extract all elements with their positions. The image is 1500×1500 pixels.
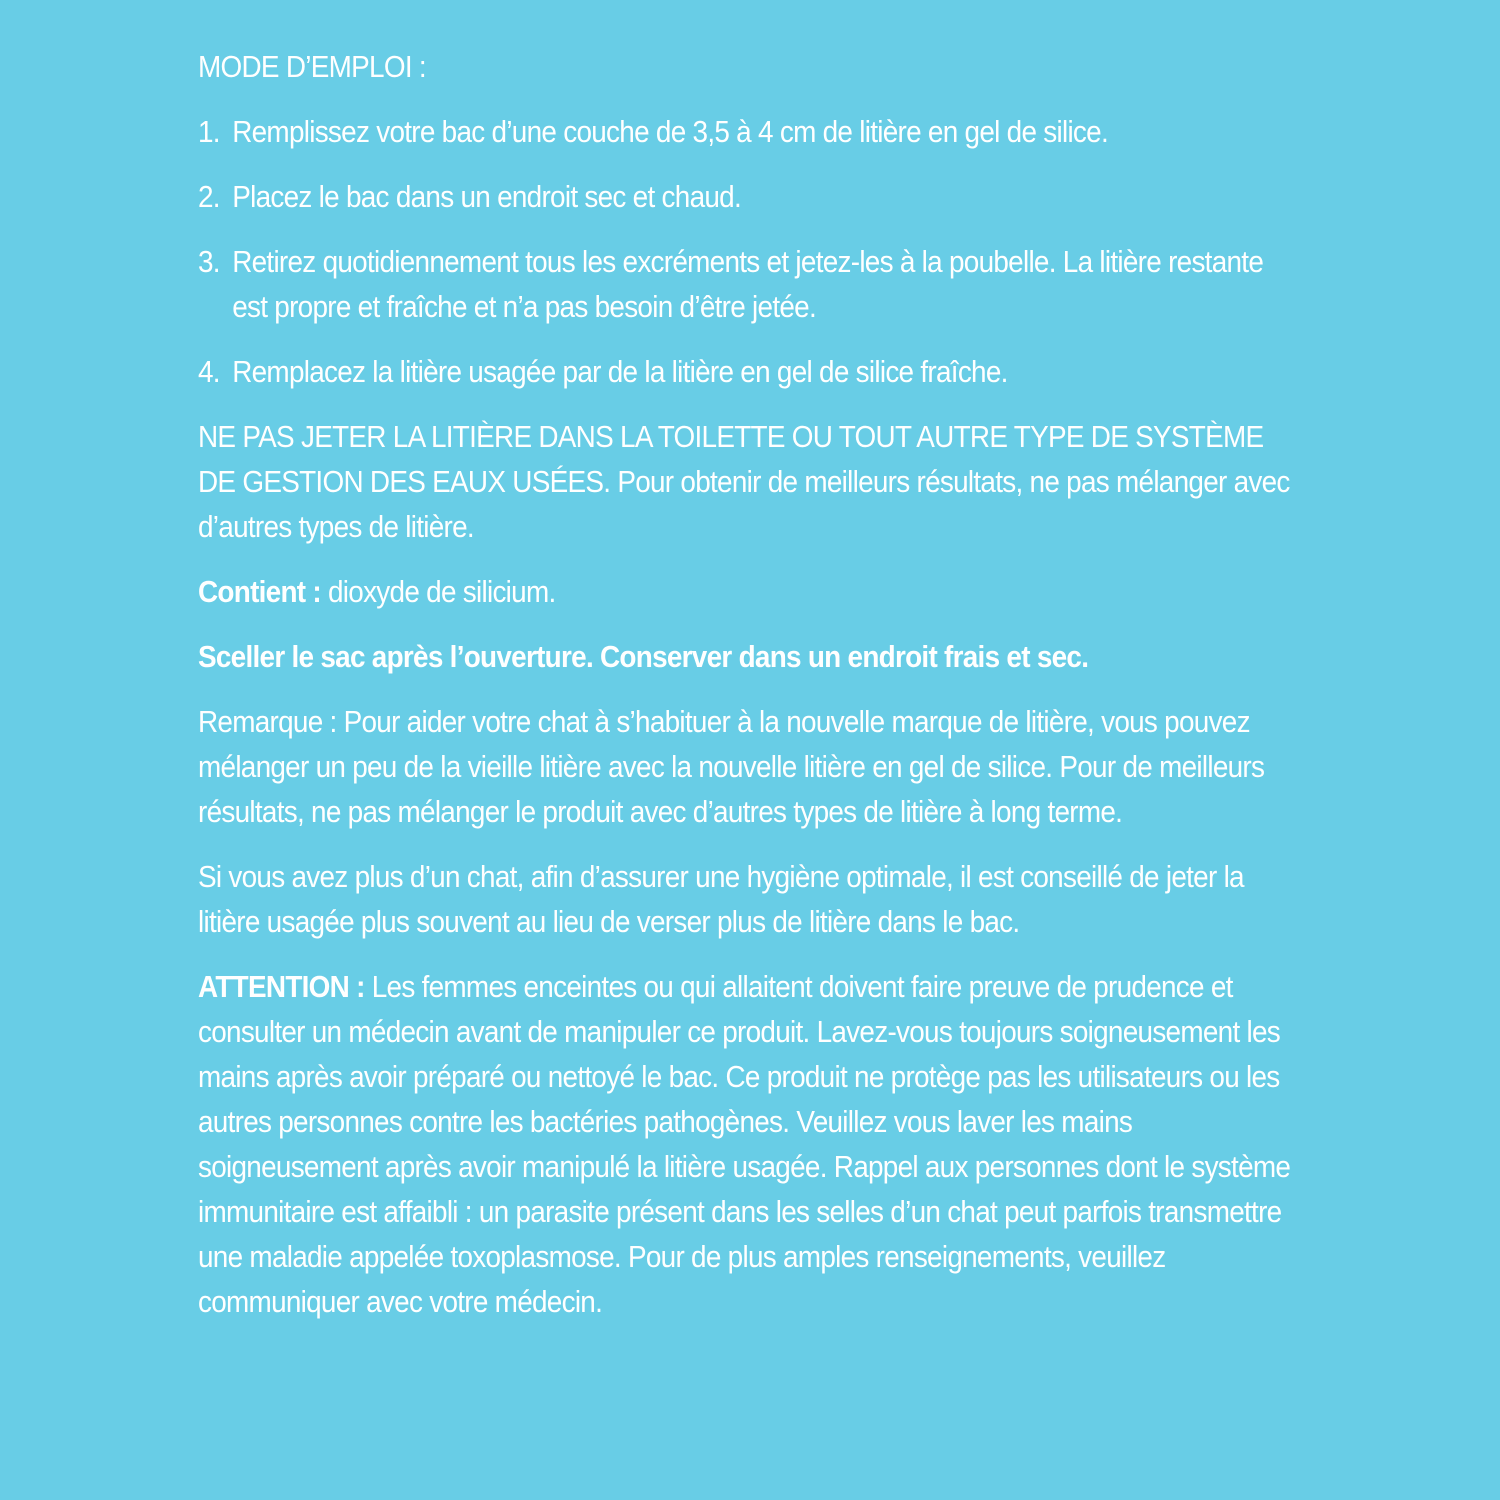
step-text: Remplissez votre bac d’une couche de 3,5 à 4 cm de litière en gel de silice.	[232, 114, 1108, 149]
step-text: Remplacez la litière usagée par de la litière en gel de silice fraîche.	[232, 354, 1008, 389]
step-number: 3.	[198, 244, 220, 279]
attention-paragraph	[198, 964, 1296, 1324]
step-item	[198, 349, 1296, 394]
storage-instruction: Sceller le sac après l’ouverture. Conserver dans un endroit frais et sec.	[198, 639, 1089, 674]
steps-list	[198, 109, 1296, 394]
instructions-heading: MODE D’EMPLOI :	[198, 49, 426, 84]
instructions-content	[198, 44, 1296, 1324]
step-item	[198, 174, 1296, 219]
multi-cat-paragraph: Si vous avez plus d’un chat, afin d’assurer une hygiène optimale, il est conseillé de jeter la litière usagée plus souvent au lieu de verser plus de litière dans le bac.	[198, 859, 1244, 939]
step-item	[198, 109, 1296, 154]
remark-paragraph: Remarque : Pour aider votre chat à s’habituer à la nouvelle marque de litière, vous pouvez mélanger un peu de la vieille litière avec la nouvelle litière en gel de silice. Pour de meilleurs résultats, ne pas mélanger le produit avec d’autres types de litière à long terme.	[198, 704, 1265, 829]
step-item	[198, 239, 1296, 329]
step-number: 4.	[198, 354, 220, 389]
contains-label: Contient :	[198, 574, 321, 609]
step-text: Retirez quotidiennement tous les excréments et jetez-les à la poubelle. La litière restante est propre et fraîche et n’a pas besoin d’être jetée.	[232, 244, 1264, 324]
attention-label: ATTENTION :	[198, 969, 365, 1004]
flush-warning: NE PAS JETER LA LITIÈRE DANS LA TOILETTE OU TOUT AUTRE TYPE DE SYSTÈME DE GESTION DES EAUX USÉES. Pour obtenir de meilleurs résultats, ne pas mélanger avec d’autres types de litière.	[198, 419, 1290, 544]
step-number: 1.	[198, 114, 220, 149]
contains-text: dioxyde de silicium.	[320, 574, 556, 609]
step-number: 2.	[198, 179, 220, 214]
step-text: Placez le bac dans un endroit sec et chaud.	[232, 179, 741, 214]
attention-text: Les femmes enceintes ou qui allaitent doivent faire preuve de prudence et consulter un médecin avant de manipuler ce produit. Lavez-vous toujours soigneusement les mains après avoir préparé ou nettoyé le bac. Ce produit ne protège pas les utilisateurs ou les autres personnes contre les bactéries pathogènes. Veuillez vous laver les mains soigneusement après avoir manipulé la litière usagée. Rappel aux personnes dont le système immunitaire est affaibli : un parasite présent dans les selles d’un chat peut parfois transmettre une maladie appelée toxoplasmose. Pour de plus amples renseignements, veuillez communiquer avec votre médecin.	[198, 969, 1291, 1319]
contains-line	[198, 569, 1296, 614]
